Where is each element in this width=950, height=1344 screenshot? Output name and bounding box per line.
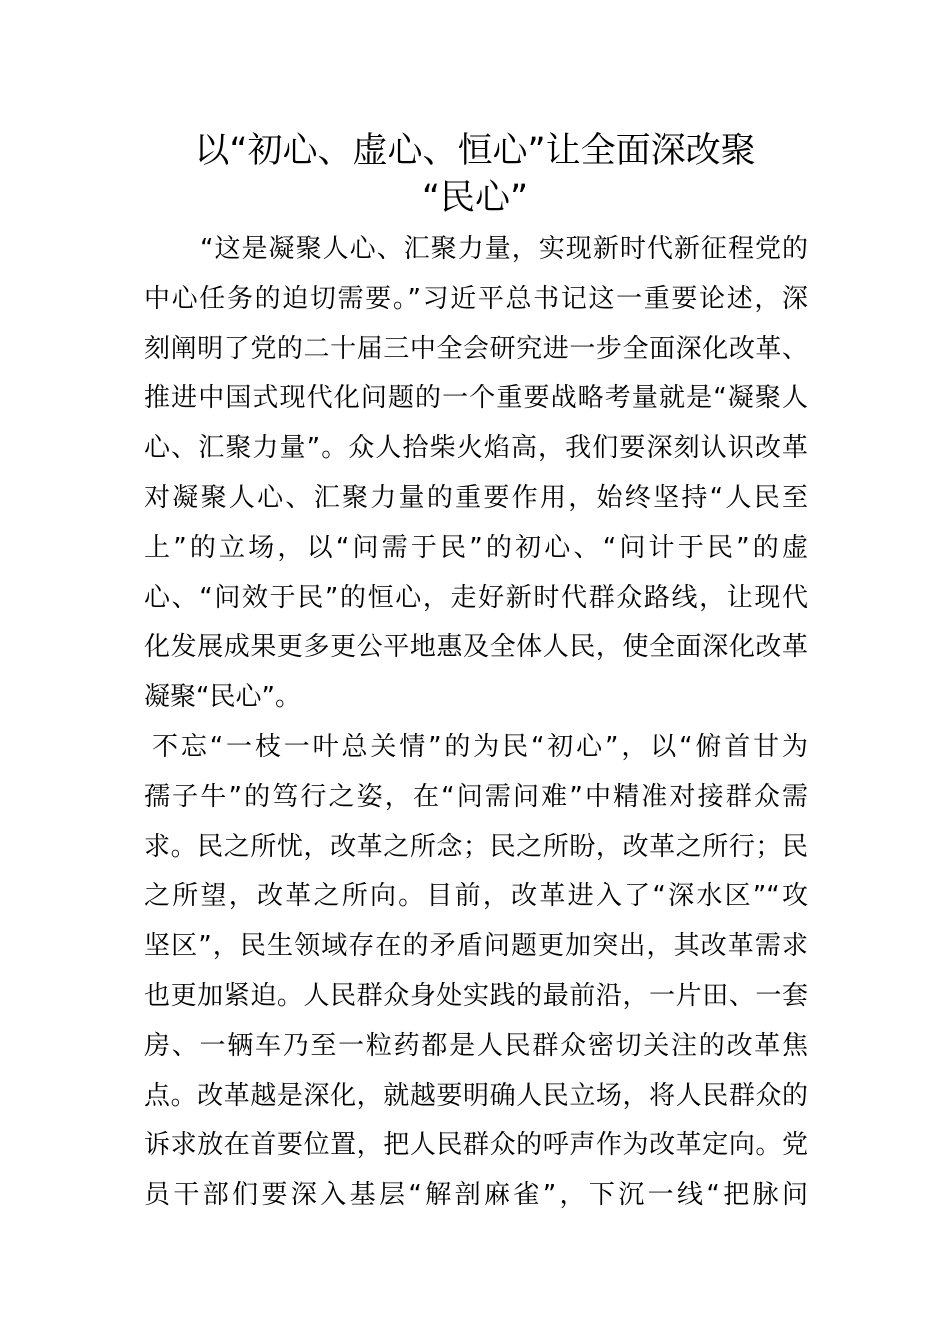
text-line: “这是凝聚人心、汇聚力量，实现新时代新征程党的 xyxy=(200,234,808,264)
text-line: 心、汇聚力量”。众人拾柴火焰高，我们要深刻认识改革 xyxy=(144,433,808,464)
text-line: 上”的立场，以“问需于民”的初心、“问计于民”的虚 xyxy=(144,532,808,563)
text-line: 凝聚“民心”。 xyxy=(144,682,301,713)
text-line: 房、一辆车乃至一粒药都是人民群众密切关注的改革焦 xyxy=(144,1030,808,1061)
text-line: 孺子牛”的笃行之姿，在“问需问难”中精准对接群众需 xyxy=(144,781,808,812)
text-line: 刻阐明了党的二十届三中全会研究进一步全面深化改革、 xyxy=(144,333,808,364)
text-line: 员干部们要深入基层“解剖麻雀”，下沉一线“把脉问 xyxy=(144,1180,808,1211)
text-line: 推进中国式现代化问题的一个重要战略考量就是“凝聚人 xyxy=(144,383,808,414)
text-line: 对凝聚人心、汇聚力量的重要作用，始终坚持“人民至 xyxy=(144,482,808,513)
text-line: 心、“问效于民”的恒心，走好新时代群众路线，让现代 xyxy=(144,582,808,613)
text-line: 之所望，改革之所向。目前，改革进入了“深水区”“攻 xyxy=(144,881,808,912)
text-line: 中心任务的迫切需要。”习近平总书记这一重要论述，深 xyxy=(144,283,808,314)
text-line: 坚区”，民生领域存在的矛盾问题更加突出，其改革需求 xyxy=(144,931,808,962)
text-line: 诉求放在首要位置，把人民群众的呼声作为改革定向。党 xyxy=(144,1130,808,1161)
text-line: 点。改革越是深化，就越要明确人民立场，将人民群众的 xyxy=(144,1080,808,1111)
title-line: 以“初心、虚心、恒心”让全面深改聚 xyxy=(194,131,756,171)
text-line: 化发展成果更多更公平地惠及全体人民，使全面深化改革 xyxy=(144,632,808,663)
text-line: 也更加紧迫。人民群众身处实践的最前沿，一片田、一套 xyxy=(144,980,808,1011)
text-line: 不忘“一枝一叶总关情”的为民“初心”，以“俯首甘为 xyxy=(152,731,808,762)
paragraph-2 xyxy=(144,723,808,1221)
article-body xyxy=(144,225,808,1221)
page-title xyxy=(120,128,830,222)
paragraph-1 xyxy=(144,225,808,723)
text-line: 求。民之所忧，改革之所念；民之所盼，改革之所行；民 xyxy=(144,831,808,862)
title-line: “民心” xyxy=(421,178,529,218)
